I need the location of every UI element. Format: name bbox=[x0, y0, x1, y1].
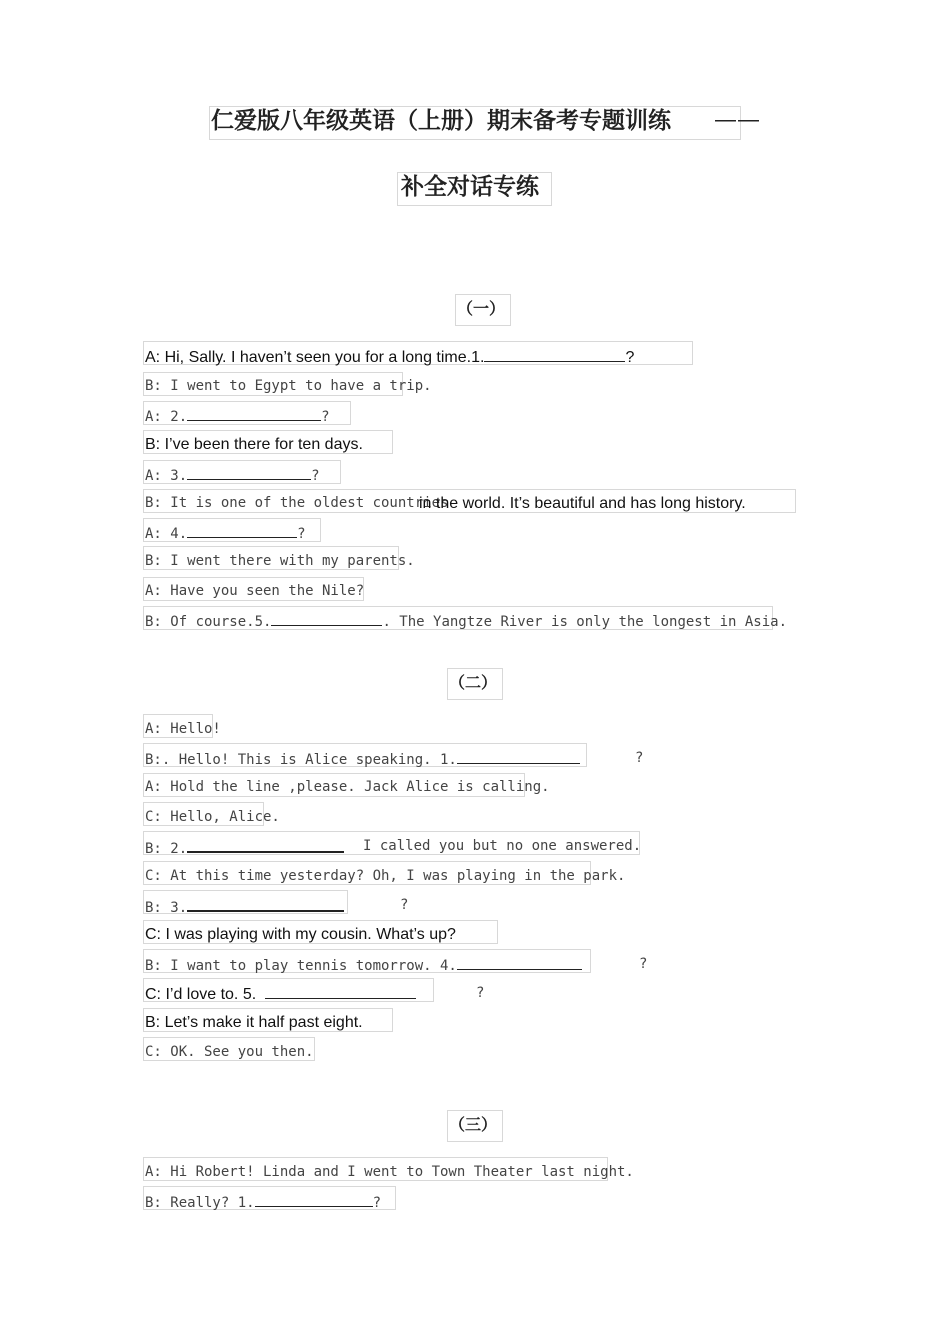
line-text: B: Really? 1. bbox=[145, 1195, 255, 1211]
dialogue-line: C: I was playing with my cousin. What’s up? bbox=[145, 926, 456, 943]
dialogue-line-overlay: in the world. It’s beautiful and has long history. bbox=[419, 495, 746, 512]
dialogue-line bbox=[145, 839, 344, 856]
answer-blank[interactable] bbox=[265, 986, 416, 999]
dialogue-line: B: Let’s make it half past eight. bbox=[145, 1014, 363, 1031]
line-text: A: 3. bbox=[145, 468, 188, 484]
dialogue-line bbox=[145, 751, 580, 767]
dialogue-line: B: I’ve been there for ten days. bbox=[145, 436, 363, 453]
line-end: . The Yangtze River is only the longest in Asia. bbox=[382, 614, 788, 630]
dialogue-line: C: Hello, Alice. bbox=[145, 809, 280, 825]
dialogue-line bbox=[145, 957, 582, 973]
answer-blank[interactable] bbox=[187, 525, 297, 538]
line-end: I called you but no one answered. bbox=[363, 838, 642, 854]
line-end: ? bbox=[321, 409, 330, 425]
line-text: B: 2. bbox=[145, 841, 188, 857]
dialogue-line bbox=[145, 898, 344, 915]
line-end: ? bbox=[635, 750, 644, 766]
line-end: ? bbox=[311, 468, 320, 484]
answer-blank[interactable] bbox=[187, 898, 344, 912]
line-text: A: 2. bbox=[145, 409, 188, 425]
dialogue-line bbox=[145, 408, 330, 424]
line-text: C: I’d love to. 5. bbox=[145, 986, 257, 1003]
dialogue-line bbox=[145, 349, 634, 366]
line-end: ? bbox=[372, 1195, 382, 1211]
title-dash: —— bbox=[714, 107, 760, 133]
dialogue-line: B: It is one of the oldest countries bbox=[145, 495, 449, 511]
section-heading: （三） bbox=[449, 1115, 498, 1134]
line-text: B: I want to play tennis tomorrow. 4. bbox=[145, 958, 457, 974]
dialogue-line bbox=[145, 1194, 381, 1210]
line-text: A: Hi, Sally. I haven’t seen you for a long time.1. bbox=[145, 349, 485, 366]
page-subtitle: 补全对话专练 bbox=[401, 173, 539, 200]
answer-blank[interactable] bbox=[187, 467, 311, 480]
answer-blank[interactable] bbox=[457, 957, 582, 970]
answer-blank[interactable] bbox=[484, 349, 625, 362]
line-text: B: 3. bbox=[145, 900, 188, 916]
line-text: B: Of course.5. bbox=[145, 614, 272, 630]
dialogue-line: A: Have you seen the Nile? bbox=[145, 583, 365, 599]
dialogue-line: B: I went to Egypt to have a trip. bbox=[145, 378, 432, 394]
answer-blank[interactable] bbox=[271, 613, 382, 626]
answer-blank[interactable] bbox=[457, 751, 580, 764]
answer-blank[interactable] bbox=[255, 1194, 373, 1207]
dialogue-line bbox=[145, 986, 416, 1003]
line-text: A: 4. bbox=[145, 526, 188, 542]
dialogue-line: C: OK. See you then. bbox=[145, 1044, 314, 1060]
line-end: ? bbox=[297, 526, 306, 542]
dialogue-line: A: Hi Robert! Linda and I went to Town Theater last night. bbox=[145, 1164, 634, 1180]
section-heading: （二） bbox=[449, 673, 498, 692]
dialogue-line: B: I went there with my parents. bbox=[145, 553, 415, 569]
dialogue-line bbox=[145, 525, 306, 541]
line-end: ? bbox=[476, 985, 485, 1001]
answer-blank[interactable] bbox=[187, 408, 321, 421]
line-end: ? bbox=[639, 956, 648, 972]
answer-blank[interactable] bbox=[187, 839, 344, 853]
line-end: ? bbox=[625, 349, 635, 366]
dialogue-line: C: At this time yesterday? Oh, I was playing in the park. bbox=[145, 868, 626, 884]
line-text: B:. Hello! This is Alice speaking. 1. bbox=[145, 752, 457, 768]
dialogue-line: A: Hold the line ,please. Jack Alice is calling. bbox=[145, 779, 550, 795]
line-end: ? bbox=[400, 897, 409, 913]
dialogue-line bbox=[145, 613, 787, 629]
dialogue-line bbox=[145, 467, 320, 483]
page-title: 仁爱版八年级英语（上册）期末备考专题训练 bbox=[211, 107, 671, 134]
section-heading: （一） bbox=[457, 299, 506, 318]
dialogue-line: A: Hello! bbox=[145, 721, 221, 737]
